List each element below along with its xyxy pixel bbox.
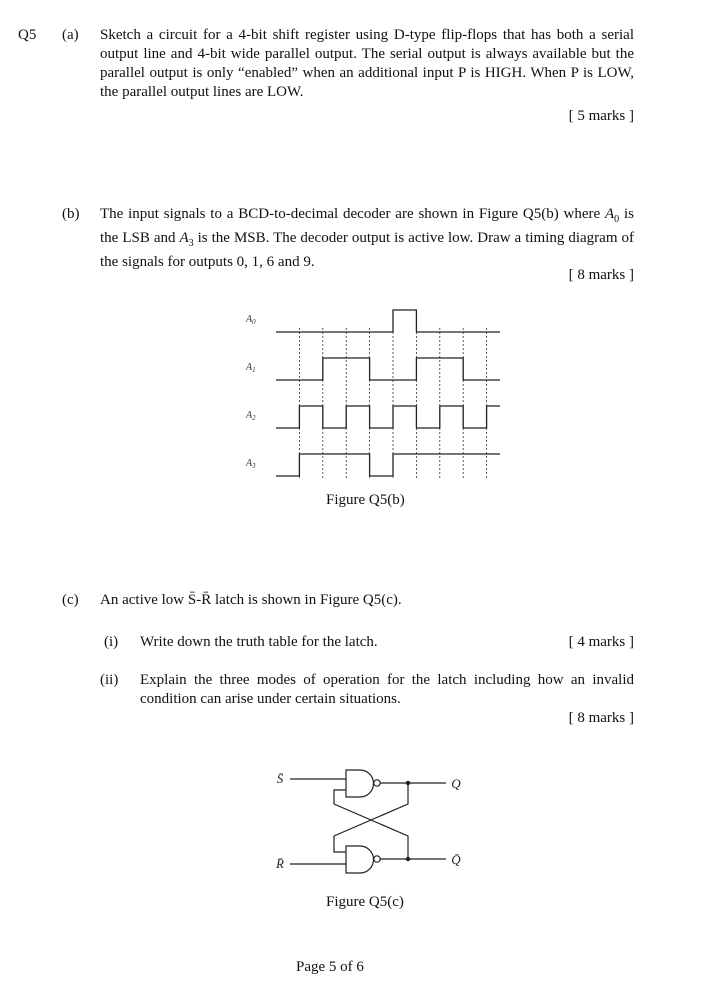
q-output-label: Q <box>451 776 461 791</box>
waveform-a3 <box>276 454 500 476</box>
feedback-q-wire <box>334 783 408 852</box>
r-input-label: R̄ <box>276 856 284 871</box>
figure-c-caption: Figure Q5(c) <box>326 894 404 910</box>
feedback-qbar-wire <box>334 790 408 859</box>
signal-label-a3: $A_3$ <box>246 458 256 470</box>
part-a-text: Sketch a circuit for a 4-bit shift register using D-type flip-flops that has both a serial output line and 4-bit wide parallel output. The serial output is always available but the parallel output is only “enabled” when an additional input P is HIGH. When P is LOW, the parallel output lines are LOW. <box>100 27 634 100</box>
question-number: Q5 <box>18 27 37 43</box>
part-c-i-marks: [ 4 marks ] <box>568 634 634 650</box>
part-b-text <box>100 205 634 272</box>
bottom-nand-gate <box>346 846 374 873</box>
part-c-label: (c) <box>62 592 79 608</box>
qbar-junction-dot <box>406 857 410 861</box>
figure-b-caption: Figure Q5(b) <box>326 492 405 508</box>
signal-label-a2: $A_2$ <box>246 410 256 422</box>
timing-diagram <box>230 296 500 480</box>
waveform-a0 <box>276 310 500 332</box>
top-nand-gate <box>346 770 374 797</box>
a3-subscript: 3 <box>188 238 194 249</box>
signal-label-a1: $A_1$ <box>246 362 256 374</box>
a0-subscript: 0 <box>614 214 620 225</box>
part-c-ii-label: (ii) <box>100 672 119 688</box>
part-c-i-text: Write down the truth table for the latch. <box>140 634 378 650</box>
q-junction-dot <box>406 781 410 785</box>
top-nand-bubble <box>374 780 380 786</box>
qbar-output-label: Q̄ <box>451 852 461 867</box>
part-b-text-prefix: The input signals to a BCD-to-decimal decoder are shown in Figure Q5(b) where <box>100 206 601 222</box>
part-c-i-label: (i) <box>104 634 119 650</box>
part-c-text: An active low S̄-R̄ latch is shown in Figure Q5(c). <box>100 592 402 608</box>
waveform-a1 <box>276 358 500 380</box>
part-b-text-mid1: is the LSB and <box>100 206 634 246</box>
part-b-text-mid2: is the MSB. The decoder output is active low. Draw a timing diagram of the signals for outputs 0, 1, 6 and 9. <box>100 230 634 270</box>
s-input-label: S̄ <box>276 771 284 786</box>
bottom-nand-bubble <box>374 856 380 862</box>
part-c-ii-text: Explain the three modes of operation for the latch including how an invalid condition can arise under certain situations. <box>140 672 634 707</box>
signal-label-a0: $A_0$ <box>246 314 256 326</box>
part-a-marks: [ 5 marks ] <box>568 108 634 124</box>
page-number: Page 5 of 6 <box>296 959 364 975</box>
part-c-ii-marks: [ 8 marks ] <box>568 710 634 726</box>
part-b-label: (b) <box>62 206 80 222</box>
part-a-label: (a) <box>62 27 79 43</box>
timing-gridlines <box>299 328 500 480</box>
part-b-marks: [ 8 marks ] <box>568 267 634 283</box>
a3-symbol: A <box>179 230 189 246</box>
timing-signal-labels <box>245 314 256 470</box>
timing-waveforms <box>276 310 500 476</box>
a0-symbol: A <box>605 206 615 222</box>
waveform-a2 <box>276 406 500 428</box>
sr-latch-diagram <box>260 762 480 882</box>
